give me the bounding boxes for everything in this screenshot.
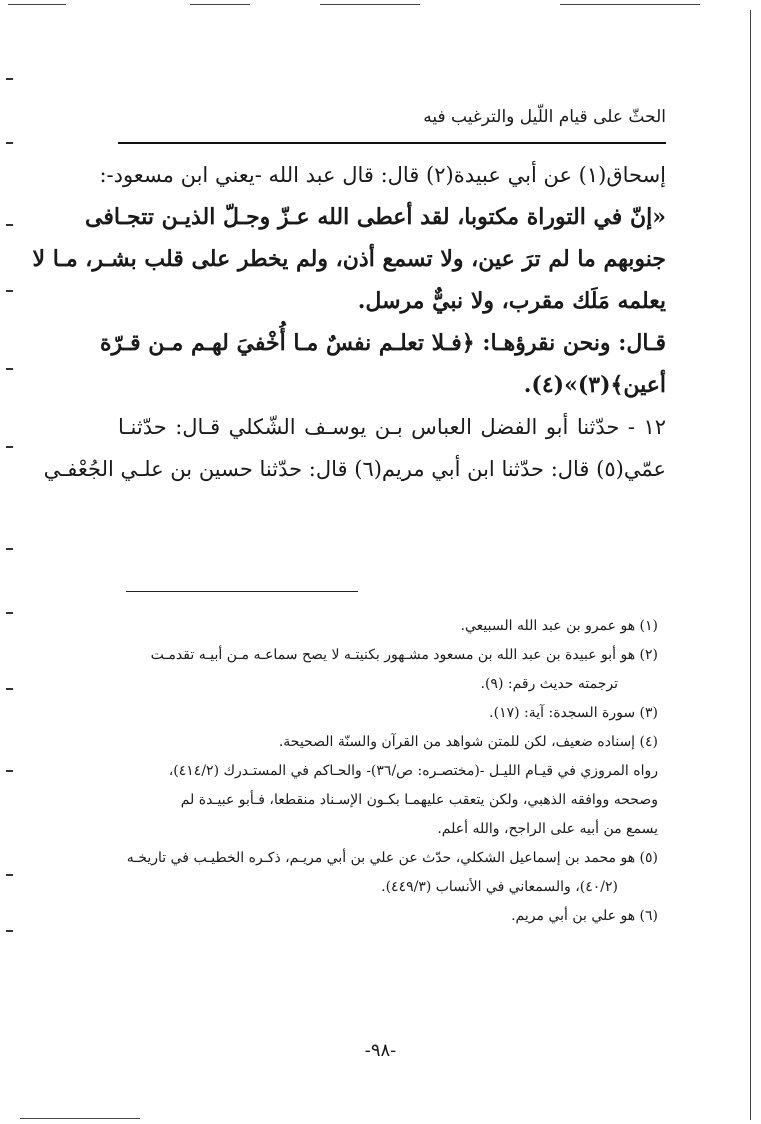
body-line-1: إسحاق(١) عن أبي عبيدة(٢) قال: قال عبد الله -يعني ابن مسعود-: <box>99 163 666 187</box>
footnote-6: (٦) هو علي بن أبي مريم. <box>511 908 658 924</box>
body-line-5: قـال: ونحن نقرؤهـا: ﴿فـلا تعلـم نفسٌ مـا أُخْفيَ لهـم مـن قـرّة <box>100 330 666 356</box>
body-line-4: يعلمه مَلَك مقرب، ولا نبيٌّ مرسل. <box>357 288 666 314</box>
top-edge-line <box>560 4 700 5</box>
body-line-7: ١٢ - حدّثنا أبو الفضل العباس بـن يوسـف الشّكلي قـال: حدّثنـا <box>118 415 666 439</box>
footnote-5-cont: (٤٠/٢)، والسمعاني في الأنساب (٤٤٩/٣). <box>381 879 618 895</box>
margin-mark <box>6 688 13 690</box>
right-edge-line <box>750 10 751 1120</box>
body-line-8: عمّي(٥) قال: حدّثنا ابن أبي مريم(٦) قال: حدّثنا حسين بن علـي الجُعْفـي <box>43 457 666 481</box>
margin-mark <box>6 290 13 292</box>
margin-mark <box>6 368 13 370</box>
body-line-6: أعين﴾(٣)»(٤). <box>523 372 666 398</box>
running-title: الحثّ على قيام اللّيل والترغيب فيه <box>423 107 666 127</box>
margin-mark <box>6 142 13 144</box>
top-edge-line <box>8 4 66 5</box>
top-edge-line <box>190 4 250 5</box>
footnote-rule <box>126 591 358 592</box>
margin-mark <box>6 446 13 448</box>
page-content <box>32 96 666 490</box>
margin-mark <box>6 930 13 932</box>
footnote-2-cont: ترجمته حديث رقم: (٩). <box>480 676 618 692</box>
page-number: -٩٨- <box>364 1040 397 1061</box>
footnote-3: (٣) سورة السجدة: آية: (١٧). <box>489 705 658 721</box>
body-line-3: جنوبهم ما لم ترَ عين، ولا تسمع أذن، ولم يخطر على قلب بشـر، مـا لا <box>32 246 666 272</box>
top-edge-line <box>320 4 420 5</box>
footnote-4-cont-1: رواه المروزي في قيـام الليـل -(مختصـره: ص/٣٦)- والحـاكم في المستـدرك (٤١٤/٢)، <box>168 763 658 779</box>
main-text <box>32 154 666 490</box>
header-rule <box>118 142 666 144</box>
margin-mark <box>6 78 13 80</box>
margin-mark <box>6 770 13 772</box>
margin-mark <box>6 874 13 876</box>
margin-mark <box>6 612 13 614</box>
bottom-edge-line <box>20 1118 140 1119</box>
body-line-2: «إنّ في التوراة مكتوبا، لقد أعطى الله عـزّ وجـلّ الذيـن تتجـافى <box>85 204 666 230</box>
footnote-4-cont-3: يسمع من أبيه على الراجح، والله أعلم. <box>437 821 658 837</box>
footnote-5: (٥) هو محمد بن إسماعيل الشكلي، حدّث عن علي بن أبي مريـم، ذكـره الخطيـب في تاريخـه <box>126 850 658 866</box>
footnote-4-cont-2: وصححه ووافقه الذهبي، ولكن يتعقب عليهمـا بكـون الإسـناد منقطعا، فـأبو عبيـدة لم <box>180 792 658 808</box>
footnote-1: (١) هو عمرو بن عبد الله السبيعي. <box>460 618 658 634</box>
footnotes <box>118 612 658 931</box>
footnote-2: (٢) هو أبو عبيدة بن عبد الله بن مسعود مشـهور بكنيتـه لا يصح سماعـه مـن أبيـه تقدمـت <box>150 647 658 663</box>
margin-mark <box>6 548 13 550</box>
margin-mark <box>6 224 13 226</box>
footnote-4: (٤) إسناده ضعيف، لكن للمتن شواهد من القرآن والسنّة الصحيحة. <box>278 734 658 750</box>
